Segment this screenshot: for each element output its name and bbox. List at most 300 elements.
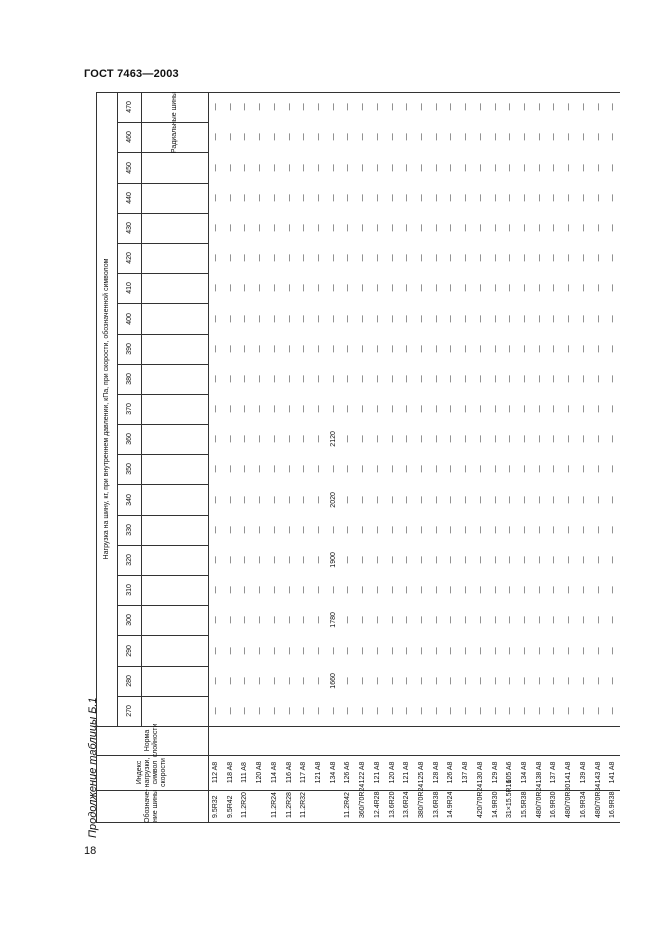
empty-dash: — [285,526,293,534]
empty-dash: — [241,647,249,655]
empty-dash: — [564,284,572,292]
empty-dash: — [255,616,263,624]
tire-designation: 15.5R38 [520,791,528,818]
empty-dash: — [388,677,396,685]
empty-dash: — [388,375,396,383]
empty-dash: — [609,375,617,383]
empty-dash: — [609,194,617,202]
empty-dash: — [358,163,366,171]
empty-dash: — [535,284,543,292]
tire-designation: 16.9R38 [609,791,617,818]
empty-dash: — [564,254,572,262]
empty-dash: — [447,405,455,413]
empty-dash: — [564,435,572,443]
empty-dash: — [520,677,528,685]
empty-dash: — [358,496,366,504]
empty-dash: — [476,345,484,353]
empty-dash: — [314,375,322,383]
tire-designation: 480/70R24 [535,783,543,818]
empty-dash: — [520,133,528,141]
empty-dash: — [314,707,322,715]
empty-dash: — [491,465,499,473]
empty-dash: — [491,254,499,262]
empty-dash: — [255,405,263,413]
empty-dash: — [373,647,381,655]
empty-dash: — [285,435,293,443]
empty-dash: — [241,254,249,262]
empty-dash: — [255,496,263,504]
empty-dash: — [226,556,234,564]
empty-dash: — [241,616,249,624]
empty-dash: — [270,284,278,292]
tire-designation: 11.2R24 [270,792,278,818]
empty-dash: — [579,133,587,141]
empty-dash: — [241,133,249,141]
empty-dash: — [476,647,484,655]
empty-dash: — [314,556,322,564]
empty-dash: — [373,586,381,594]
empty-dash: — [314,405,322,413]
pressure-label: 270 [125,705,133,717]
empty-dash: — [594,103,602,111]
empty-dash: — [329,375,337,383]
empty-dash: — [579,556,587,564]
empty-dash: — [520,103,528,111]
tire-designation: 13.6R24 [403,791,411,818]
empty-dash: — [300,314,308,322]
empty-dash: — [270,375,278,383]
empty-dash: — [300,224,308,232]
empty-dash: — [226,405,234,413]
empty-dash: — [476,163,484,171]
empty-dash: — [226,163,234,171]
empty-dash: — [520,556,528,564]
empty-dash: — [300,163,308,171]
empty-dash: — [270,465,278,473]
empty-dash: — [388,224,396,232]
empty-dash: — [506,254,514,262]
empty-dash: — [609,284,617,292]
empty-dash: — [579,465,587,473]
empty-dash: — [329,133,337,141]
empty-dash: — [329,405,337,413]
empty-dash: — [594,254,602,262]
empty-dash: — [373,405,381,413]
empty-dash: — [609,103,617,111]
empty-dash: — [491,103,499,111]
empty-dash: — [300,254,308,262]
empty-dash: — [373,375,381,383]
empty-dash: — [579,345,587,353]
empty-dash: — [491,556,499,564]
empty-dash: — [417,375,425,383]
empty-dash: — [417,465,425,473]
empty-dash: — [461,435,469,443]
empty-dash: — [432,526,440,534]
empty-dash: — [564,405,572,413]
empty-dash: — [241,224,249,232]
empty-dash: — [432,284,440,292]
empty-dash: — [388,435,396,443]
empty-dash: — [476,496,484,504]
empty-dash: — [344,254,352,262]
empty-dash: — [373,284,381,292]
empty-dash: — [447,647,455,655]
empty-dash: — [535,616,543,624]
empty-dash: — [491,405,499,413]
empty-dash: — [609,405,617,413]
empty-dash: — [373,556,381,564]
load-index: 120 A8 [255,761,263,784]
designation-header: Обозначе- ние шины [144,789,159,823]
empty-dash: — [564,526,572,534]
load-index: 121 A8 [373,761,381,784]
load-index: 121 A8 [403,761,411,784]
tire-designation: 9.5R42 [226,795,234,818]
empty-dash: — [476,435,484,443]
empty-dash: — [579,435,587,443]
empty-dash: — [535,314,543,322]
empty-dash: — [255,707,263,715]
empty-dash: — [300,465,308,473]
empty-dash: — [226,707,234,715]
empty-dash: — [550,163,558,171]
empty-dash: — [579,163,587,171]
tire-designation [458,786,473,822]
empty-dash: — [241,707,249,715]
empty-dash: — [535,345,543,353]
load-index: 125 A8 [417,761,425,784]
empty-dash: — [329,526,337,534]
empty-dash: — [211,133,219,141]
tire-designation: 14.9R30 [491,791,499,818]
empty-dash: — [491,707,499,715]
empty-dash: — [506,677,514,685]
empty-dash: — [300,345,308,353]
empty-dash: — [594,405,602,413]
load-index: 116 A8 [285,761,293,784]
empty-dash: — [226,586,234,594]
empty-dash: — [520,284,528,292]
empty-dash: — [388,707,396,715]
empty-dash: — [491,677,499,685]
empty-dash: — [609,616,617,624]
empty-dash: — [285,677,293,685]
empty-dash: — [476,284,484,292]
empty-dash: — [344,435,352,443]
empty-dash: — [329,284,337,292]
empty-dash: — [476,707,484,715]
empty-dash: — [461,254,469,262]
empty-dash: — [403,163,411,171]
empty-dash: — [344,345,352,353]
empty-dash: — [314,194,322,202]
load-index: 122 A8 [358,761,366,784]
empty-dash: — [550,314,558,322]
empty-dash: — [270,163,278,171]
empty-dash: — [564,465,572,473]
empty-dash: — [594,677,602,685]
empty-dash: — [594,616,602,624]
empty-dash: — [432,465,440,473]
empty-dash: — [241,526,249,534]
empty-dash: — [506,556,514,564]
empty-dash: — [417,616,425,624]
empty-dash: — [447,163,455,171]
empty-dash: — [344,647,352,655]
empty-dash: — [609,496,617,504]
empty-dash: — [403,677,411,685]
empty-dash: — [594,496,602,504]
empty-dash: — [594,435,602,443]
empty-dash: — [447,526,455,534]
empty-dash: — [609,586,617,594]
tire-designation: 11.2R42 [344,792,352,818]
empty-dash: — [564,496,572,504]
empty-dash: — [491,345,499,353]
empty-dash: — [476,314,484,322]
empty-dash: — [564,586,572,594]
empty-dash: — [491,375,499,383]
empty-dash: — [388,194,396,202]
empty-dash: — [491,586,499,594]
empty-dash: — [564,677,572,685]
empty-dash: — [594,345,602,353]
empty-dash: — [579,616,587,624]
empty-dash: — [506,194,514,202]
empty-dash: — [535,254,543,262]
empty-dash: — [270,405,278,413]
empty-dash: — [314,254,322,262]
empty-dash: — [211,405,219,413]
empty-dash: — [270,707,278,715]
empty-dash: — [417,586,425,594]
empty-dash: — [358,586,366,594]
empty-dash: — [300,405,308,413]
empty-dash: — [270,616,278,624]
empty-dash: — [241,284,249,292]
empty-dash: — [564,314,572,322]
empty-dash: — [403,526,411,534]
empty-dash: — [491,647,499,655]
empty-dash: — [491,314,499,322]
pressure-label: 420 [125,252,133,264]
empty-dash: — [550,556,558,564]
load-index: 118 A8 [226,761,234,784]
empty-dash: — [506,133,514,141]
empty-dash: — [226,375,234,383]
empty-dash: — [520,224,528,232]
empty-dash: — [403,314,411,322]
pressure-label: 390 [125,342,133,355]
empty-dash: — [447,586,455,594]
empty-dash: — [358,254,366,262]
empty-dash: — [550,435,558,443]
empty-dash: — [226,133,234,141]
empty-dash: — [491,224,499,232]
empty-dash: — [447,254,455,262]
empty-dash: — [535,496,543,504]
empty-dash: — [447,677,455,685]
empty-dash: — [314,133,322,141]
empty-dash: — [447,314,455,322]
empty-dash: — [609,526,617,534]
table-caption: Продолжение таблицы Б.1 [87,697,99,838]
empty-dash: — [388,284,396,292]
empty-dash: — [550,465,558,473]
empty-dash: — [314,616,322,624]
empty-dash: — [417,284,425,292]
empty-dash: — [373,224,381,232]
tire-designation [311,786,326,822]
empty-dash: — [211,496,219,504]
empty-dash: — [300,677,308,685]
empty-dash: — [579,647,587,655]
empty-dash: — [255,254,263,262]
empty-dash: — [314,496,322,504]
empty-dash: — [270,254,278,262]
empty-dash: — [506,405,514,413]
pressure-label: 380 [125,372,133,385]
empty-dash: — [300,435,308,443]
empty-dash: — [594,526,602,534]
empty-dash: — [579,103,587,111]
empty-dash: — [461,616,469,624]
tire-designation: 12.4R28 [373,791,381,818]
empty-dash: — [476,224,484,232]
empty-dash: — [241,465,249,473]
empty-dash: — [476,586,484,594]
empty-dash: — [432,677,440,685]
empty-dash: — [241,586,249,594]
empty-dash: — [432,103,440,111]
empty-dash: — [461,314,469,322]
empty-dash: — [447,103,455,111]
empty-dash: — [226,647,234,655]
empty-dash: — [432,194,440,202]
load-index: 138 A8 [535,761,543,784]
empty-dash: — [520,526,528,534]
empty-dash: — [388,345,396,353]
empty-dash: — [491,526,499,534]
empty-dash: — [344,314,352,322]
empty-dash: — [255,194,263,202]
empty-dash: — [270,556,278,564]
load-index: 134 A8 [329,761,337,784]
tire-designation: 380/70R24 [417,783,425,818]
empty-dash: — [255,133,263,141]
empty-dash: — [344,526,352,534]
empty-dash: — [447,616,455,624]
pressure-label: 370 [125,403,133,415]
empty-dash: — [388,556,396,564]
empty-dash: — [594,375,602,383]
empty-dash: — [211,194,219,202]
empty-dash: — [241,375,249,383]
empty-dash: — [506,526,514,534]
empty-dash: — [417,163,425,171]
empty-dash: — [535,647,543,655]
empty-dash: — [403,435,411,443]
pressure-label: 350 [125,463,133,476]
empty-dash: — [255,314,263,322]
empty-dash: — [373,314,381,322]
empty-dash: — [358,345,366,353]
empty-dash: — [211,254,219,262]
empty-dash: — [344,375,352,383]
empty-dash: — [329,586,337,594]
empty-dash: — [594,314,602,322]
load-index: 130 A8 [476,761,484,784]
empty-dash: — [211,163,219,171]
empty-dash: — [609,647,617,655]
empty-dash: — [255,526,263,534]
empty-dash: — [285,284,293,292]
table-border-bottom [96,822,620,823]
load-index: 128 A8 [432,761,440,784]
empty-dash: — [344,194,352,202]
empty-dash: — [609,677,617,685]
empty-dash: — [535,465,543,473]
empty-dash: — [344,224,352,232]
tire-designation: 360/70R24 [358,783,366,818]
tire-designation: 31×15.5R16 [506,779,514,818]
empty-dash: — [358,405,366,413]
empty-dash: — [550,194,558,202]
empty-dash: — [447,556,455,564]
empty-dash: — [344,284,352,292]
empty-dash: — [211,616,219,624]
empty-dash: — [506,103,514,111]
empty-dash: — [506,163,514,171]
tire-designation: 16.9R34 [579,791,587,818]
empty-dash: — [270,345,278,353]
empty-dash: — [314,647,322,655]
empty-dash: — [403,194,411,202]
empty-dash: — [579,194,587,202]
empty-dash: — [535,677,543,685]
empty-dash: — [609,314,617,322]
empty-dash: — [417,647,425,655]
empty-dash: — [211,586,219,594]
empty-dash: — [417,556,425,564]
empty-dash: — [461,284,469,292]
pressure-label: 330 [125,523,133,536]
empty-dash: — [314,224,322,232]
load-index: 114 A8 [270,761,278,784]
pressure-label: 320 [125,554,133,566]
empty-dash: — [285,194,293,202]
empty-dash: — [373,103,381,111]
load-index: 126 A8 [447,761,455,784]
empty-dash: — [285,224,293,232]
empty-dash: — [447,375,455,383]
empty-dash: — [579,375,587,383]
pressure-label: 460 [125,131,133,144]
empty-dash: — [358,103,366,111]
empty-dash: — [609,163,617,171]
empty-dash: — [520,435,528,443]
tire-designation: 11.2R32 [300,792,308,818]
empty-dash: — [358,224,366,232]
pressure-label: 450 [125,161,133,174]
empty-dash: — [476,616,484,624]
empty-dash: — [226,224,234,232]
empty-dash: — [461,526,469,534]
empty-dash: — [447,707,455,715]
empty-dash: — [417,435,425,443]
empty-dash: — [300,103,308,111]
